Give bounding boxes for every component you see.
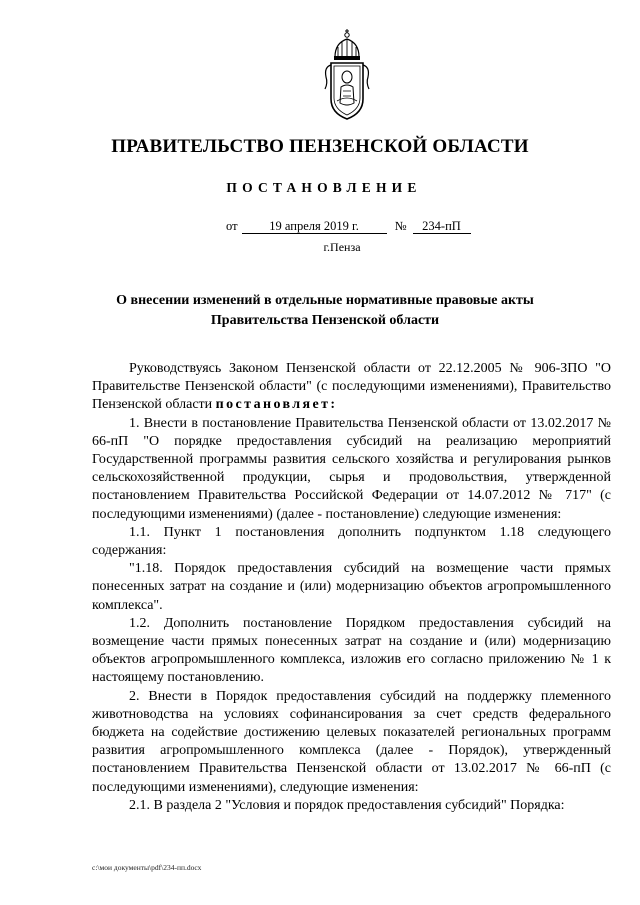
paragraph-1: 1. Внести в постановление Правительства Пензенской области от 13.02.2017 № 66-пП "О порядке предоставления субсидий на реализацию мероприятий Государственной программы развития сельского хозяйства и регулирования рынков сельскохозяйственной продукции, сырья и продовольствия, утвержденной постановлением Правительства Российской Федерации от 14.07.2012 № 717" (с последующими изменениями) (далее - постановление) следующие изменения: [92, 415, 611, 522]
organization-title: ПРАВИТЕЛЬСТВО ПЕНЗЕНСКОЙ ОБЛАСТИ [111, 136, 529, 157]
date-number-line [226, 219, 471, 234]
subject-line-2: Правительства Пензенской области [210, 313, 440, 328]
preamble-text: Руководствуясь Законом Пензенской области от 22.12.2005 № 906-ЗПО "О Правительстве Пензенской области" (с последующими изменениями), Правительство Пензенской области [92, 361, 611, 413]
city: г.Пенза [323, 240, 361, 254]
number-label: № [394, 219, 407, 233]
paragraph-2: 2. Внести в Порядок предоставления субсидий на поддержку племенного животноводства на условиях софинансирования за счет средств федерального бюджета на содействие достижению целевых показателей региональных программ развития агропромышленного комплекса (далее - Порядок), утвержденный постановлением Правительства Пензенской области от 13.02.2017 № 66-пП (с последующими изменениями), следующие изменения: [92, 688, 611, 795]
paragraph-1-18: "1.18. Порядок предоставления субсидий на возмещение части прямых понесенных затрат на создание и (или) модернизацию объектов агропромышленного комплекса". [92, 561, 611, 613]
document-type: ПОСТАНОВЛЕНИЕ [226, 180, 422, 195]
subject-line-1: О внесении изменений в отдельные нормативные правовые акты [116, 293, 534, 308]
file-path-footer: c:\мои документы\pdf\234-пп.docx [92, 863, 202, 872]
paragraph-preamble [92, 360, 611, 415]
date-label: от [226, 219, 238, 233]
document-date: 19 апреля 2019 г. [242, 219, 387, 234]
resolves-keyword: постановляет: [215, 397, 338, 413]
document-subject [0, 291, 640, 331]
coat-of-arms-icon [321, 27, 373, 123]
paragraph-1-2: 1.2. Дополнить постановление Порядком предоставления субсидий на возмещение части прямых понесенных затрат на создание и (или) модернизацию объектов агропромышленного комплекса, изложив его согласно приложению № 1 к настоящему постановлению. [92, 615, 611, 686]
document-number: 234-пП [413, 219, 471, 234]
paragraph-2-1: 2.1. В раздела 2 "Условия и порядок предоставления субсидий" Порядка: [129, 797, 565, 813]
document-body [92, 360, 611, 815]
paragraph-1-1: 1.1. Пункт 1 постановления дополнить подпунктом 1.18 следующего содержания: [92, 524, 611, 559]
